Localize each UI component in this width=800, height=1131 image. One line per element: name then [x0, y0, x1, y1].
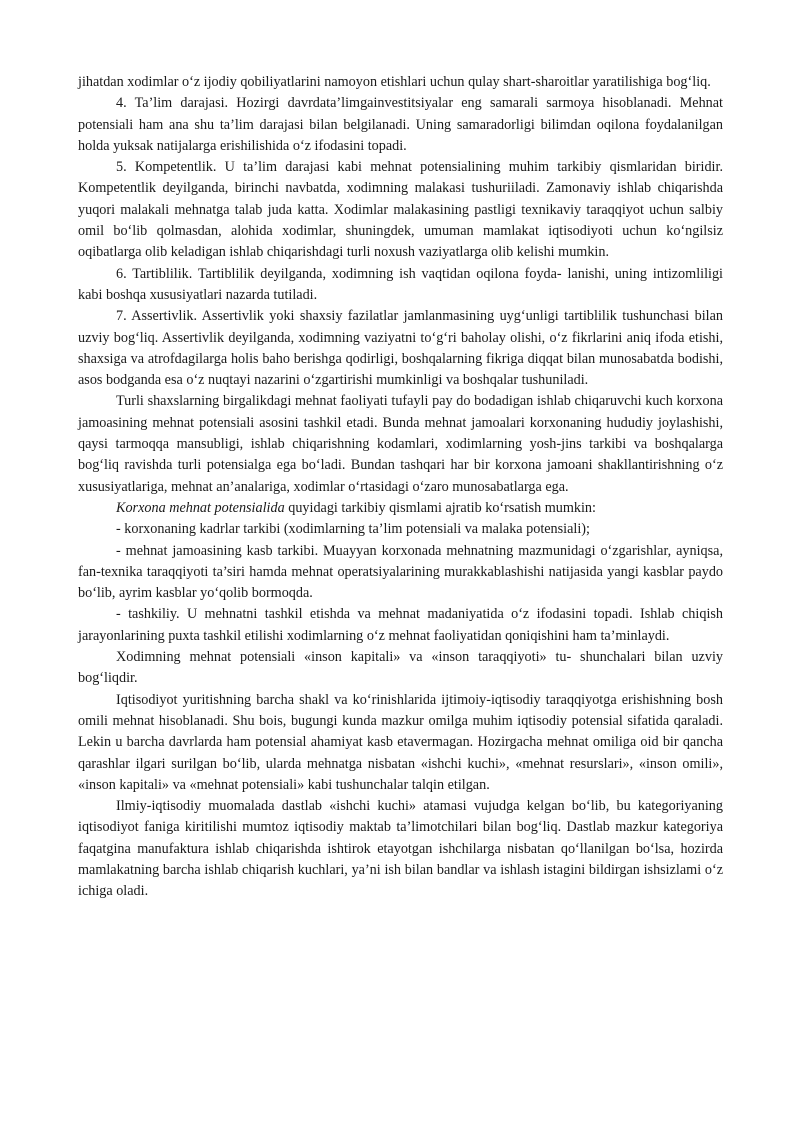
- italic-term: Korxona mehnat potensialida: [116, 499, 285, 516]
- list-item-organizational: - tashkiliy. U mehnatni tashkil etishda va mehnat madaniyatida o‘z ifodasini topadi. Ishlab chiqish jarayonlarining puxta tashkil etilishi xodimlarning o‘z mehnat faoliyatidan qoniqishini ham ta’minlaydi.: [78, 606, 723, 644]
- paragraph-education-level: 4. Ta’lim darajasi. Hozirgi davrdata’limgainvestitsiyalar eng samarali sarmoya hisoblanadi. Mehnat potensiali ham ana shu ta’lim darajasi bilan belgilanadi. Uning samaradorligi bilimdan oqilona foydalanilgan holda yuksak natijalarga erishilishida o‘z ifodasini topadi.: [78, 95, 723, 154]
- paragraph-competence: 5. Kompetentlik. U ta’lim darajasi kabi mehnat potensialining muhim tarkibiy qismlaridan biridir. Kompetentlik deyilganda, birinchi navbatda, xodimning malakasi tushuriiladi. Zamonaviy ishlab chiqarishda yuqori malakali mehnatga talab juda katta. Xodimlar malakasining pastligi texnikaviy taraqqiyot uchun salbiy omil bo‘lib qolmasdan, alohida xodimlar, shuningdek, umuman mamlakat iqtisodiyoti uchun ko‘ngilsiz oqibatlarga olib keladigan ishlab chiqarishdagi turli noxush vaziyatlarga olib kelishi mumkin.: [78, 159, 723, 261]
- paragraph-enterprise-components-text: quyidagi tarkibiy qismlami ajratib ko‘rsatish mumkin:: [284, 499, 596, 516]
- list-item-personnel: - korxonaning kadrlar tarkibi (xodimlarning ta’lim potensiali va malaka potensiali);: [116, 521, 590, 538]
- paragraph-collective-labor: Turli shaxslarning birgalikdagi mehnat faoliyati tufayli pay do bodadigan ishlab chiqaruvchi kuch korxona jamoasining mehnat potensiali asosini tashkil etadi. Bunda mehnat jamoalari korxonaning hududiy joylashishi, qaysi tarmoqqa mansubligi, ishlab chiqarishning kodamlari, xodimlarning yosh-jins tarkibi va boshqalarga bog‘liq ravishda turli potensialga ega bo‘ladi. Bundan tashqari har bir korxona jamoani shakllantirishning o‘z xususiyatlariga, mehnat an’analariga, xodimlar o‘rtasidagi o‘zaro munosabatlarga ega.: [78, 393, 723, 495]
- document-page: [78, 72, 723, 903]
- paragraph-assertiveness: 7. Assertivlik. Assertivlik yoki shaxsiy fazilatlar jamlanmasining uyg‘unligi tartiblilik tushunchasi bilan uzviy bog‘liq. Assertivlik deyilganda, xodimning vaziyatni to‘g‘ri baholay olishi, o‘z fikrlarini aniq ifoda etishi, shaxsiga va atrofdagilarga holis baho berishga qodirligi, boshqalarning fikriga diqqat bilan munosabatda bodishi, asos bodganda esa o‘z nuqtayi nazarini o‘zgartirishi mumkinligi va boshqalar tushuniladi.: [78, 308, 723, 389]
- paragraph-labor-force: Ilmiy-iqtisodiy muomalada dastlab «ishchi kuchi» atamasi vujudga kelgan bo‘lib, bu kategoriyaning iqtisodiyot faniga kiritilishi mumtoz iqtisodiy maktab ta’limotchilari bilan bog‘liq. Dastlab mazkur kategoriya faqatgina manufaktura ishlab chiqarishda ishtirok etayotgan ishchilarga nisbatan qo‘llanilgan bo‘lsa, hozirda mamlakatning barcha ishlab chiqarish kuchlari, ya’ni ish bilan bandlar va ishlash istagini bildirgan ishsizlami o‘z ichiga oladi.: [78, 798, 723, 900]
- paragraph-human-capital: Xodimning mehnat potensiali «inson kapitali» va «inson taraqqiyoti» tu- shunchalari bilan uzviy bog‘liqdir.: [78, 649, 723, 687]
- paragraph-enterprise-components: [78, 498, 723, 519]
- list-item-professional: - mehnat jamoasining kasb tarkibi. Muayyan korxonada mehnatning mazmunidagi o‘zgarishlar, ayniqsa, fan-texnika taraqqiyoti ta’siri hamda mehnat operatsiyalarining murakkablashishi natijasida yangi kasblar paydo bo‘lib, ayrim kasblar yo‘qolib bormoqda.: [78, 542, 723, 602]
- paragraph-continuation: jihatdan xodimlar o‘z ijodiy qobiliyatlarini namoyon etishlari uchun qulay shart-sharoitlar yaratilishiga bog‘liq.: [78, 74, 711, 90]
- paragraph-economy-labor: Iqtisodiyot yuritishning barcha shakl va ko‘rinishlarida ijtimoiy-iqtisodiy taraqqiyotga erishishning bosh omili mehnat hisoblanadi. Shu bois, bugungi kunda mazkur omilga muhim iqtisodiy potensial sifatida qaraladi. Lekin u barcha davrlarda ham potensial ahamiyat kasb etavermagan. Hozirgacha mehnat omiliga oid bir qancha qarashlar ilgari surilgan bo‘lib, ularda mehnatga nisbatan «ishchi kuchi», «mehnat resurslari», «inson omili», «inson kapitali» va «mehnat potensiali» kabi tushunchalar talqin etilgan.: [78, 691, 723, 793]
- paragraph-discipline: 6. Tartiblilik. Tartiblilik deyilganda, xodimning ish vaqtidan oqilona foyda- lanishi, uning intizomliligi kabi boshqa xususiyatlari nazarda tutiladi.: [78, 265, 723, 303]
